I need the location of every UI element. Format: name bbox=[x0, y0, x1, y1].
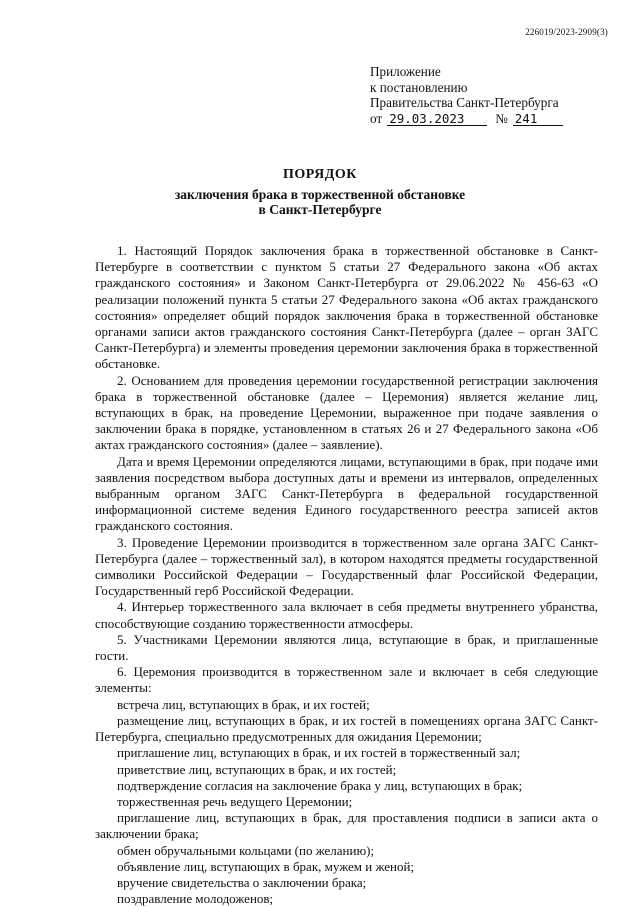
paragraph-4: 4. Интерьер торжественного зала включает в себя предметы внутреннего убранства, способствующие созданию торжественности атмосферы. bbox=[95, 599, 598, 631]
list-item: приглашение лиц, вступающих в брак, и их гостей в торжественный зал; bbox=[117, 745, 521, 761]
resolution-number: 241 bbox=[513, 112, 563, 126]
list-item: подтверждение согласия на заключение брака у лиц, вступающих в брак; bbox=[117, 777, 523, 793]
list-item: торжественная речь ведущего Церемонии; bbox=[117, 793, 353, 809]
list-item: встреча лиц, вступающих в брак, и их гостей; bbox=[117, 696, 370, 712]
appendix-line-2: к постановлению bbox=[370, 79, 468, 95]
date-prefix: от bbox=[370, 110, 383, 126]
list-item: объявление лиц, вступающих в брак, мужем и женой; bbox=[117, 858, 415, 874]
title-line-2: заключения брака в торжественной обстановке bbox=[174, 186, 466, 202]
paragraph-2-date: Дата и время Церемонии определяются лицами, вступающими в брак, при подаче ими заявления посредством выбора доступных даты и времени из интервалов, определенных выбранным органом ЗАГС Санкт-Петербурга в федеральной государственной информационной системе ведения Единого государственного реестра записей актов гражданского состояния. bbox=[95, 453, 598, 534]
document-title bbox=[0, 167, 640, 218]
title-line-3: в Санкт-Петербурге bbox=[258, 202, 382, 217]
list-item: приглашение лиц, вступающих в брак, для проставления подписи в записи акта о заключении брака; bbox=[95, 810, 598, 842]
list-item: поздравление молодоженов; bbox=[117, 891, 274, 907]
paragraph-3: 3. Проведение Церемонии производится в торжественном зале органа ЗАГС Санкт-Петербурга (далее – торжественный зал), в котором находятся предметы государственной символики Российской Федерации – Государственный флаг Российской Федерации, Государственный герб Российской Федерации. bbox=[95, 534, 598, 599]
resolution-date: 29.03.2023 bbox=[387, 112, 487, 126]
document-body bbox=[95, 243, 598, 907]
paragraph-2: 2. Основанием для проведения церемонии государственной регистрации заключения брака в торжественной обстановке (далее – Церемония) является желание лиц, вступающих в брак, на проведение Церемонии, выраженное при подаче заявления о заключении брака в порядке, установленном в статьях 26 и 27 Федерального закона «Об актах гражданского состояния» (далее – заявление). bbox=[95, 372, 598, 453]
appendix-date-line bbox=[370, 111, 620, 127]
paragraph-1: 1. Настоящий Порядок заключения брака в торжественной обстановке в Санкт-Петербурге в соответствии с пунктом 5 статьи 27 Федерального закона «Об актах гражданского состояния» и Законом Санкт-Петербурга от 29.06.2022 № 456-63 «О реализации положений пункта 5 статьи 27 Федерального закона «Об актах гражданского состояния» определяет общий порядок заключения брака в торжественной обстановке органами записи актов гражданского состояния Санкт-Петербурга (далее – орган ЗАГС Санкт-Петербурга) и элементы проведения церемонии заключения брака в торжественной обстановке. bbox=[95, 243, 598, 372]
appendix-block bbox=[370, 64, 620, 126]
title-main: ПОРЯДОК bbox=[283, 167, 357, 182]
paragraph-5: 5. Участниками Церемонии являются лица, вступающие в брак, и приглашенные гости. bbox=[95, 631, 598, 664]
appendix-line-3: Правительства Санкт-Петербурга bbox=[370, 95, 559, 110]
list-item: вручение свидетельства о заключении брака; bbox=[117, 874, 367, 890]
number-prefix: № bbox=[495, 110, 508, 126]
appendix-line-1: Приложение bbox=[370, 64, 441, 79]
list-item: обмен обручальными кольцами (по желанию); bbox=[117, 842, 375, 858]
document-registration-number: 226019/2023-2909(3) bbox=[525, 27, 608, 37]
list-item: размещение лиц, вступающих в брак, и их гостей в помещениях органа ЗАГС Санкт-Петербурга, специально предусмотренных для ожидания Церемонии; bbox=[95, 712, 598, 745]
list-item: приветствие лиц, вступающих в брак, и их гостей; bbox=[117, 761, 397, 777]
paragraph-6: 6. Церемония производится в торжественном зале и включает в себя следующие элементы: bbox=[95, 664, 598, 696]
